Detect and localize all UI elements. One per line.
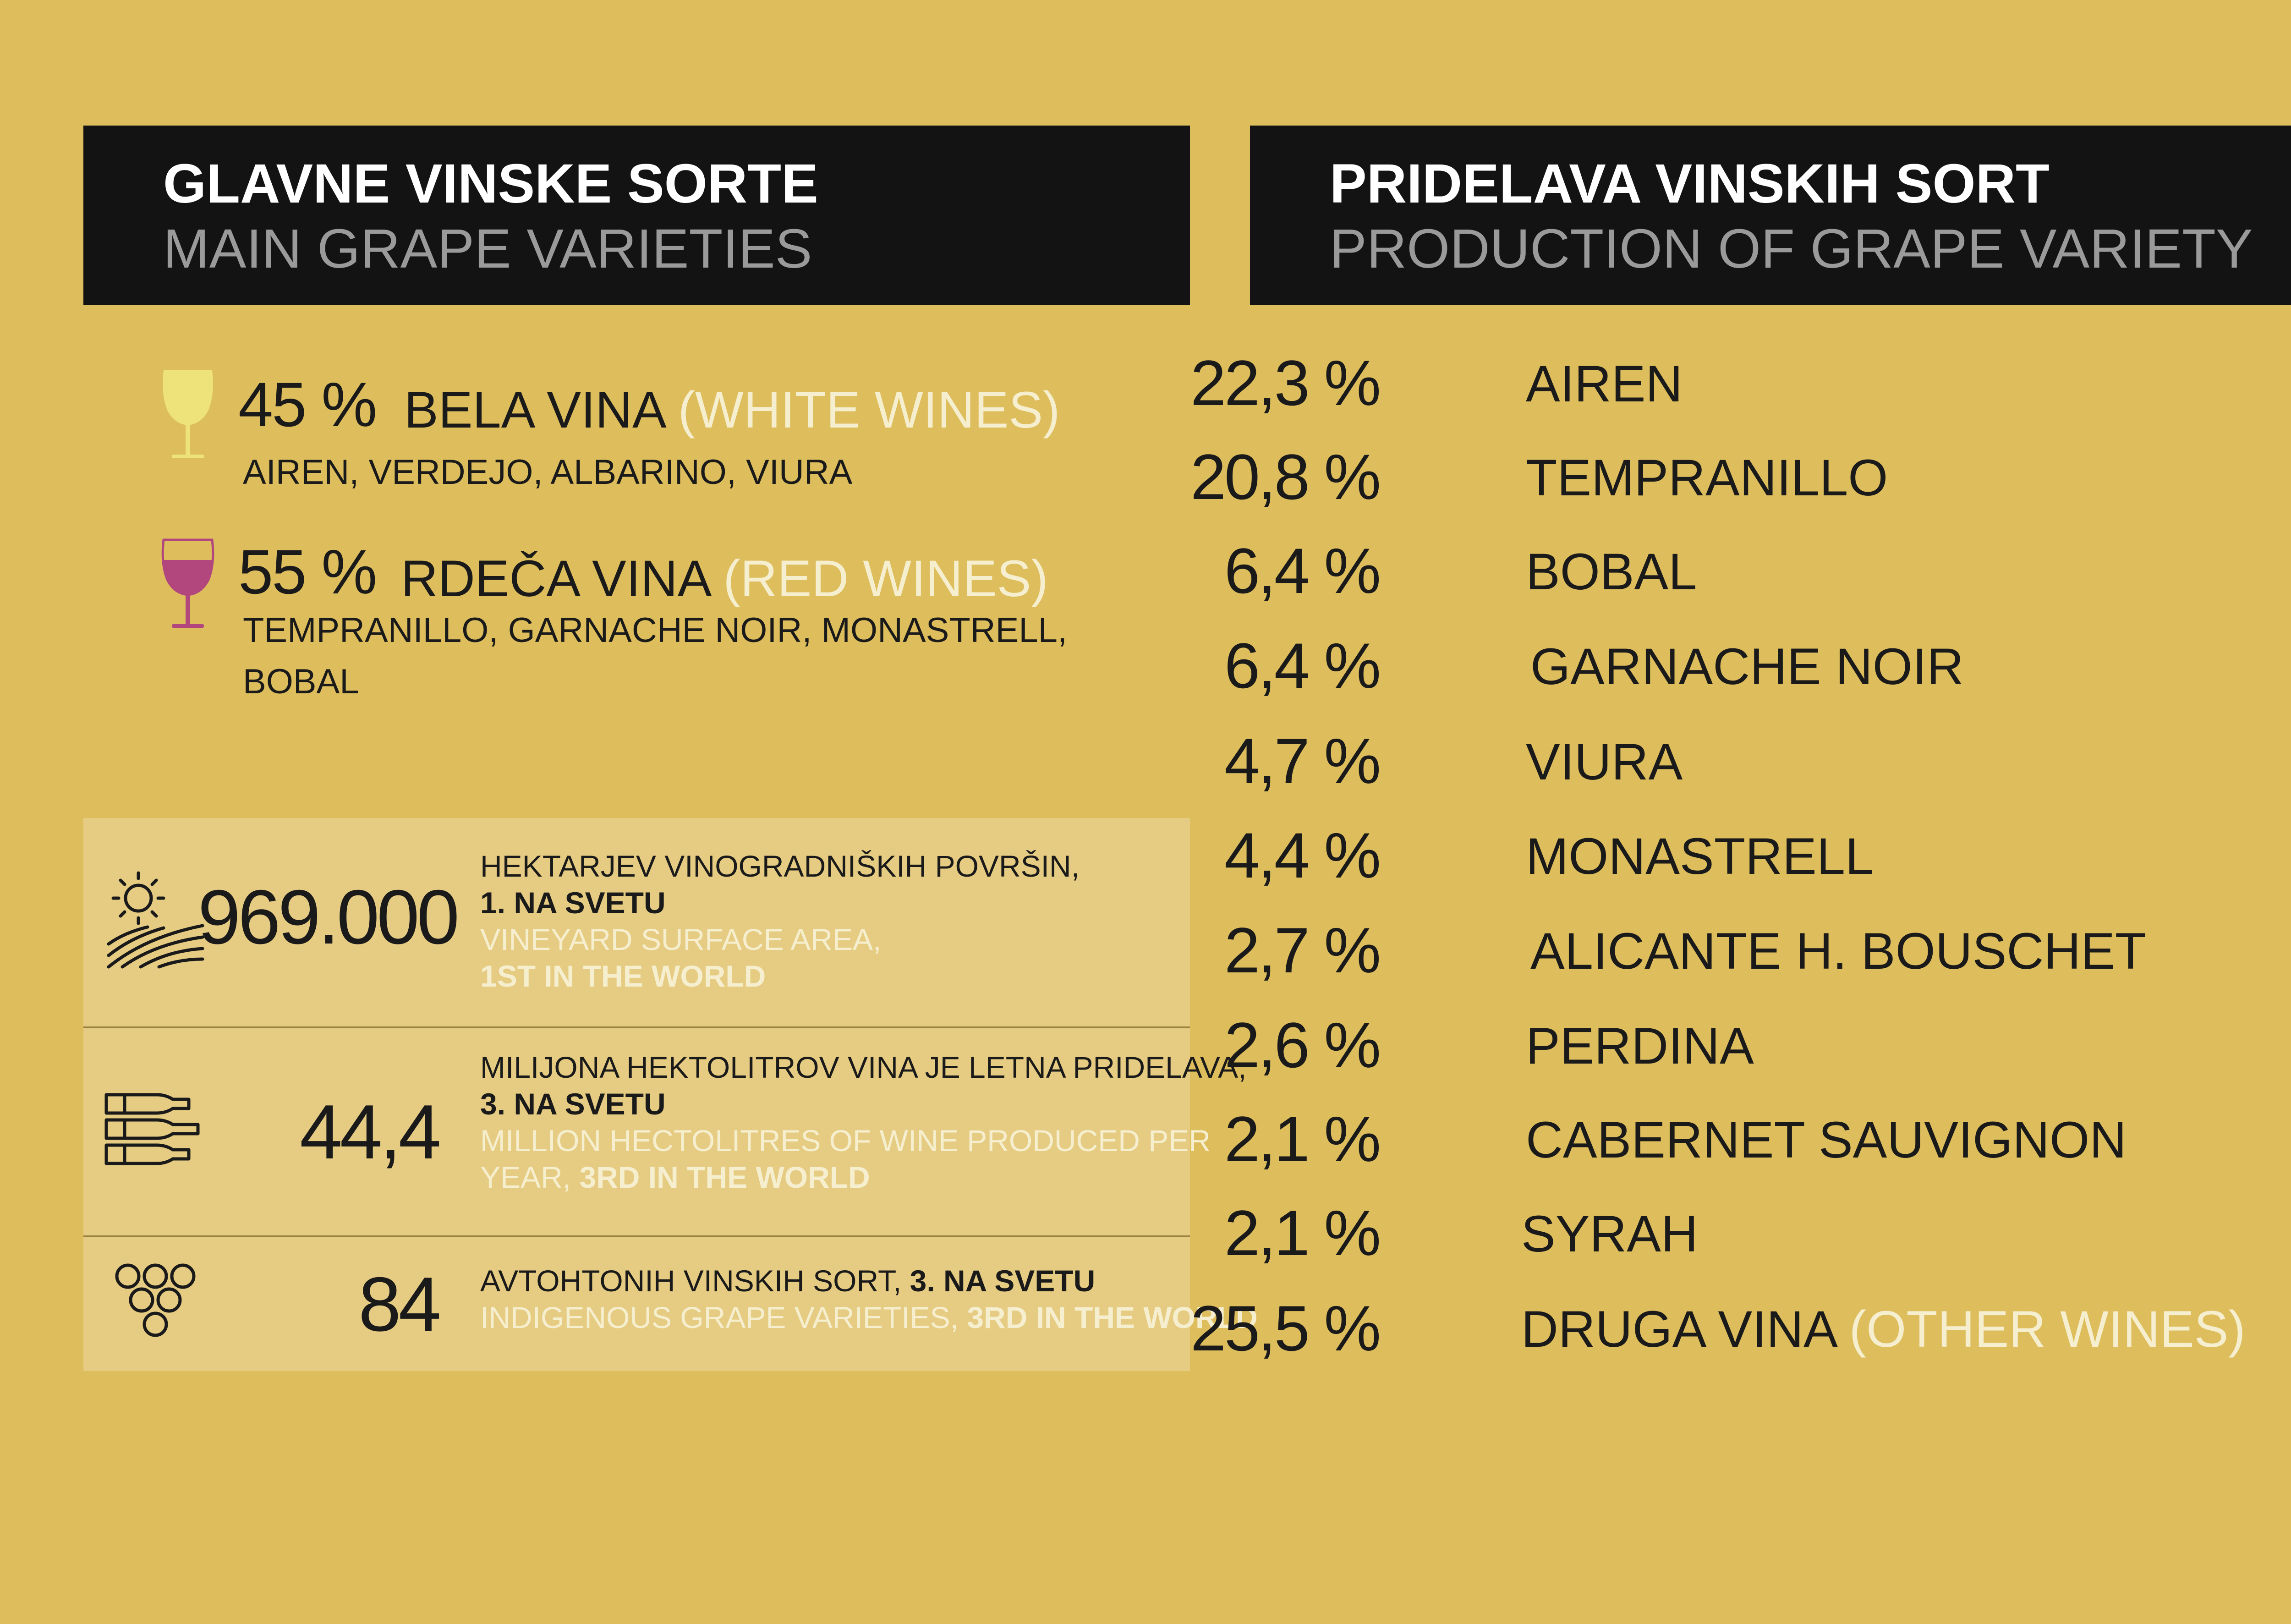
production-percent: 6,4 % bbox=[1224, 630, 1379, 702]
left-header-subtitle: MAIN GRAPE VARIETIES bbox=[163, 217, 812, 280]
production-name: VIURA bbox=[1526, 733, 1683, 790]
production-row bbox=[1224, 724, 2291, 797]
stat-line-en-plain: YEAR, bbox=[480, 1160, 580, 1194]
production-name: MONASTRELL bbox=[1526, 828, 1874, 885]
production-name-en: (OTHER WINES) bbox=[1849, 1300, 2246, 1358]
production-percent: 4,4 % bbox=[1224, 819, 1379, 891]
red-wines-percent: 55 % bbox=[238, 537, 376, 607]
red-wine-glass-icon bbox=[158, 536, 218, 632]
stat-rank-en: 3RD IN THE WORLD bbox=[967, 1300, 1258, 1334]
production-name: AIREN bbox=[1526, 355, 1683, 412]
stat-rank-en: 3RD IN THE WORLD bbox=[579, 1160, 870, 1194]
stat-value-production: 44,4 bbox=[300, 1089, 438, 1175]
stat-line-en-plain: INDIGENOUS GRAPE VARIETIES, bbox=[480, 1300, 967, 1334]
red-wines-label-sl: RDEČA VINA bbox=[401, 550, 709, 607]
stat-row-indigenous bbox=[83, 1237, 1258, 1371]
production-percent: 2,6 % bbox=[1224, 1009, 1379, 1081]
production-name: SYRAH bbox=[1521, 1205, 1698, 1262]
white-wines-label bbox=[404, 380, 1060, 439]
production-percent: 4,7 % bbox=[1224, 725, 1379, 797]
stat-line-sl-plain: AVTOHTONIH VINSKIH SORT, bbox=[480, 1264, 910, 1298]
production-name: PERDINA bbox=[1526, 1017, 1754, 1075]
stat-line-en-2 bbox=[480, 1159, 1247, 1196]
left-header-title: GLAVNE VINSKE SORTE bbox=[163, 152, 818, 214]
grapes-icon bbox=[112, 1258, 199, 1350]
production-percent: 25,5 % bbox=[1190, 1292, 1379, 1364]
production-name-sl: DRUGA VINA bbox=[1521, 1300, 1835, 1358]
red-wines-grapes-line1: TEMPRANILLO, GARNACHE NOIR, MONASTRELL, bbox=[243, 611, 1067, 650]
production-percent: 20,8 % bbox=[1190, 441, 1379, 513]
production-name: CABERNET SAUVIGNON bbox=[1526, 1111, 2127, 1169]
production-percent: 2,1 % bbox=[1224, 1103, 1379, 1175]
production-row bbox=[1224, 534, 2291, 607]
left-header bbox=[83, 126, 1190, 305]
right-header-title: PRIDELAVA VINSKIH SORT bbox=[1330, 152, 2050, 214]
wine-bottles-icon bbox=[97, 1081, 212, 1177]
production-row bbox=[1190, 1291, 2291, 1365]
production-row bbox=[1190, 440, 2291, 513]
stats-panel bbox=[83, 818, 1258, 1371]
production-name: GARNACHE NOIR bbox=[1530, 638, 1964, 695]
white-wines-grapes: AIREN, VERDEJO, ALBARINO, VIURA bbox=[243, 453, 853, 492]
stat-rank-sl: 3. NA SVETU bbox=[910, 1264, 1096, 1298]
stat-line-en: MILLION HECTOLITRES OF WINE PRODUCED PER bbox=[480, 1124, 1211, 1158]
stat-value-indigenous: 84 bbox=[358, 1261, 438, 1347]
production-name: BOBAL bbox=[1526, 543, 1697, 600]
production-name: TEMPRANILLO bbox=[1526, 449, 1888, 506]
production-row bbox=[1190, 346, 2291, 419]
production-row bbox=[1224, 818, 2291, 892]
production-row bbox=[1224, 1102, 2291, 1175]
white-wines-percent: 45 % bbox=[238, 370, 376, 440]
stat-rank-sl: 3. NA SVETU bbox=[480, 1087, 666, 1121]
red-wines-grapes bbox=[243, 605, 1067, 708]
stat-line-sl: MILIJONA HEKTOLITROV VINA JE LETNA PRIDELAVA, bbox=[480, 1050, 1247, 1084]
stat-row-production bbox=[83, 1028, 1247, 1235]
right-header-subtitle: PRODUCTION OF GRAPE VARIETY bbox=[1330, 217, 2253, 280]
stat-line-sl: HEKTARJEV VINOGRADNIŠKIH POVRŠIN, bbox=[480, 849, 1080, 883]
stat-line-en: VINEYARD SURFACE AREA, bbox=[480, 922, 882, 956]
red-wines-grapes-line2: BOBAL bbox=[243, 662, 359, 701]
white-wines-label-en: (WHITE WINES) bbox=[678, 381, 1060, 439]
red-wines-label-en: (RED WINES) bbox=[723, 550, 1048, 607]
production-percent: 6,4 % bbox=[1224, 535, 1379, 607]
stat-text-production bbox=[480, 1049, 1247, 1196]
stat-text-vineyard bbox=[480, 848, 1080, 994]
stat-row-vineyard bbox=[83, 818, 1190, 1026]
production-row bbox=[1224, 913, 2291, 987]
white-wine-glass-icon bbox=[158, 367, 218, 463]
production-percent: 2,7 % bbox=[1224, 914, 1379, 986]
production-name: ALICANTE H. BOUSCHET bbox=[1530, 922, 2147, 980]
production-percent: 22,3 % bbox=[1190, 347, 1379, 419]
production-percent: 2,1 % bbox=[1224, 1197, 1379, 1269]
production-row bbox=[1224, 1196, 2291, 1269]
production-name bbox=[1521, 1300, 2246, 1359]
stat-line-en bbox=[480, 1299, 1258, 1336]
production-row bbox=[1224, 1008, 2291, 1081]
right-header bbox=[1250, 126, 2291, 305]
stat-value-vineyard: 969.000 bbox=[197, 874, 457, 960]
white-wines-label-sl: BELA VINA bbox=[404, 381, 664, 439]
vineyard-sun-icon bbox=[104, 868, 209, 974]
stat-text-indigenous bbox=[480, 1262, 1258, 1336]
red-wines-label bbox=[401, 549, 1048, 608]
production-row bbox=[1224, 629, 2291, 702]
stat-rank-sl: 1. NA SVETU bbox=[480, 886, 666, 920]
stat-rank-en: 1ST IN THE WORLD bbox=[480, 959, 766, 993]
stat-line-sl bbox=[480, 1262, 1258, 1299]
